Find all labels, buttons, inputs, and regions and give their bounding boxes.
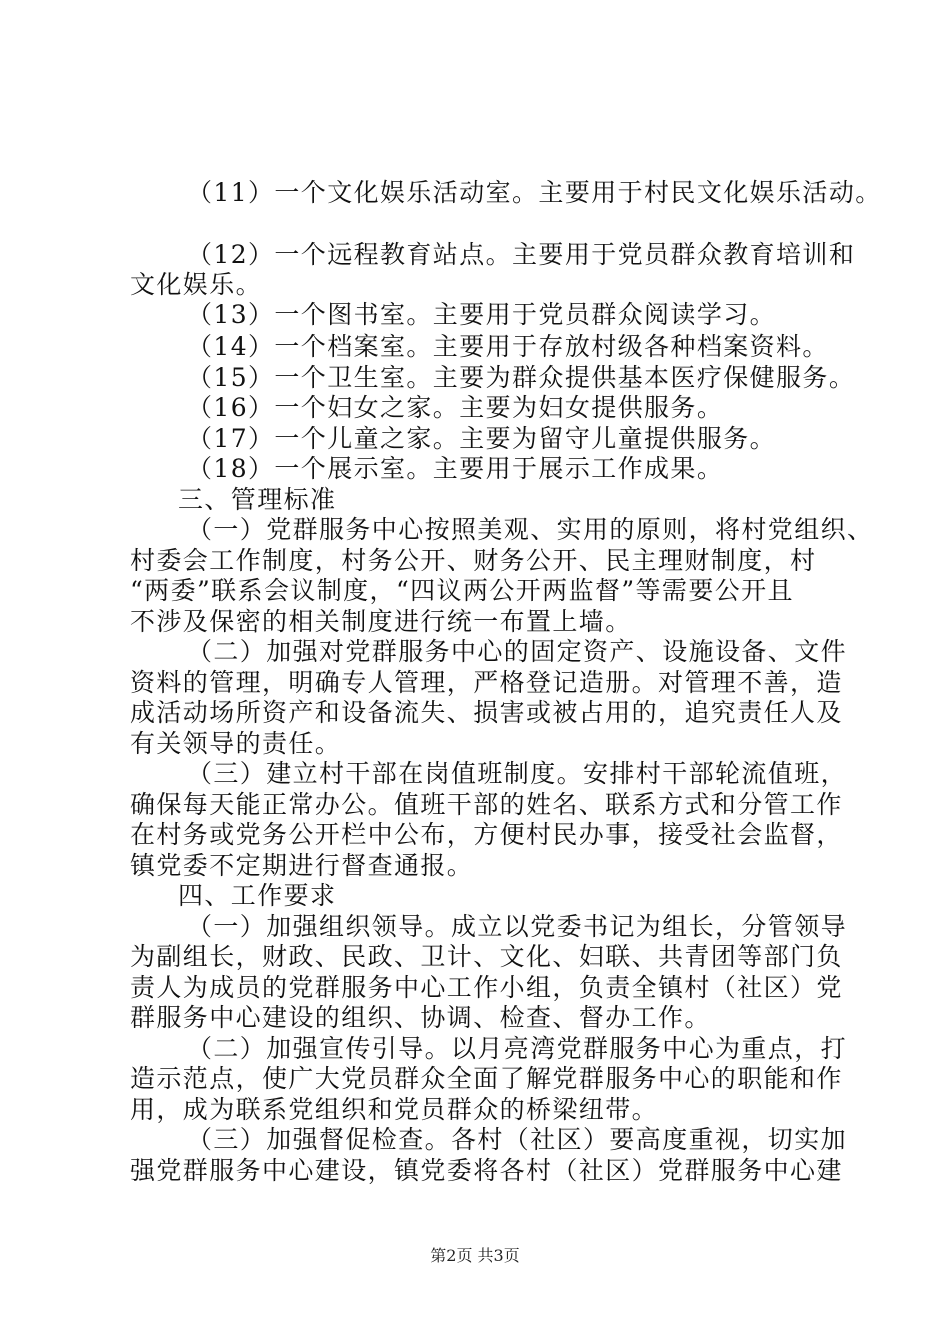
section-heading: 三、管理标准 <box>178 485 337 514</box>
text-line: （11）一个文化娱乐活动室。主要用于村民文化娱乐活动。 <box>187 178 882 207</box>
text-line: （二）加强对党群服务中心的固定资产、设施设备、文件 <box>187 637 848 666</box>
text-line: 镇党委不定期进行督查通报。 <box>130 851 474 880</box>
text-line: 强党群服务中心建设，镇党委将各村（社区）党群服务中心建 <box>130 1156 843 1185</box>
text-line: 在村务或党务公开栏中公布，方便村民办事，接受社会监督， <box>130 820 843 849</box>
text-line: （一）加强组织领导。成立以党委书记为组长，分管领导 <box>187 912 848 941</box>
text-line: “两委”联系会议制度，“四议两公开两监督”等需要公开且 <box>130 576 794 605</box>
text-line: 为副组长，财政、民政、卫计、文化、妇联、共青团等部门负 <box>130 942 843 971</box>
text-line: 有关领导的责任。 <box>130 729 342 758</box>
text-line: 确保每天能正常办公。值班干部的姓名、联系方式和分管工作 <box>130 790 843 819</box>
text-line: （17）一个儿童之家。主要为留守儿童提供服务。 <box>187 424 777 453</box>
page-number: 第2页 共3页 <box>430 1246 520 1265</box>
text-line: （14）一个档案室。主要用于存放村级各种档案资料。 <box>187 332 829 361</box>
text-line: 责人为成员的党群服务中心工作小组，负责全镇村（社区）党 <box>130 973 843 1002</box>
text-line: 用，成为联系党组织和党员群众的桥梁纽带。 <box>130 1095 659 1124</box>
text-line: （16）一个妇女之家。主要为妇女提供服务。 <box>187 393 724 422</box>
text-line: （15）一个卫生室。主要为群众提供基本医疗保健服务。 <box>187 363 856 392</box>
text-line: 成活动场所资产和设备流失、损害或被占用的，追究责任人及 <box>130 698 843 727</box>
text-line: （一）党群服务中心按照美观、实用的原则，将村党组织、 <box>187 515 874 544</box>
section-heading: 四、工作要求 <box>178 881 337 910</box>
text-line: （二）加强宣传引导。以月亮湾党群服务中心为重点，打 <box>187 1034 848 1063</box>
text-line: 造示范点，使广大党员群众全面了解党群服务中心的职能和作 <box>130 1064 843 1093</box>
text-line: （12）一个远程教育站点。主要用于党员群众教育培训和 <box>187 240 856 269</box>
text-line: 文化娱乐。 <box>130 270 263 299</box>
text-line: （三）加强督促检查。各村（社区）要高度重视，切实加 <box>187 1125 848 1154</box>
text-line: （三）建立村干部在岗值班制度。安排村干部轮流值班， <box>187 759 848 788</box>
text-line: 群服务中心建设的组织、协调、检查、督办工作。 <box>130 1003 711 1032</box>
text-line: 资料的管理，明确专人管理，严格登记造册。对管理不善，造 <box>130 668 843 697</box>
text-line: 不涉及保密的相关制度进行统一布置上墙。 <box>130 607 632 636</box>
text-line: （13）一个图书室。主要用于党员群众阅读学习。 <box>187 300 777 329</box>
text-line: 村委会工作制度，村务公开、财务公开、民主理财制度，村 <box>130 546 817 575</box>
text-line: （18）一个展示室。主要用于展示工作成果。 <box>187 454 724 483</box>
